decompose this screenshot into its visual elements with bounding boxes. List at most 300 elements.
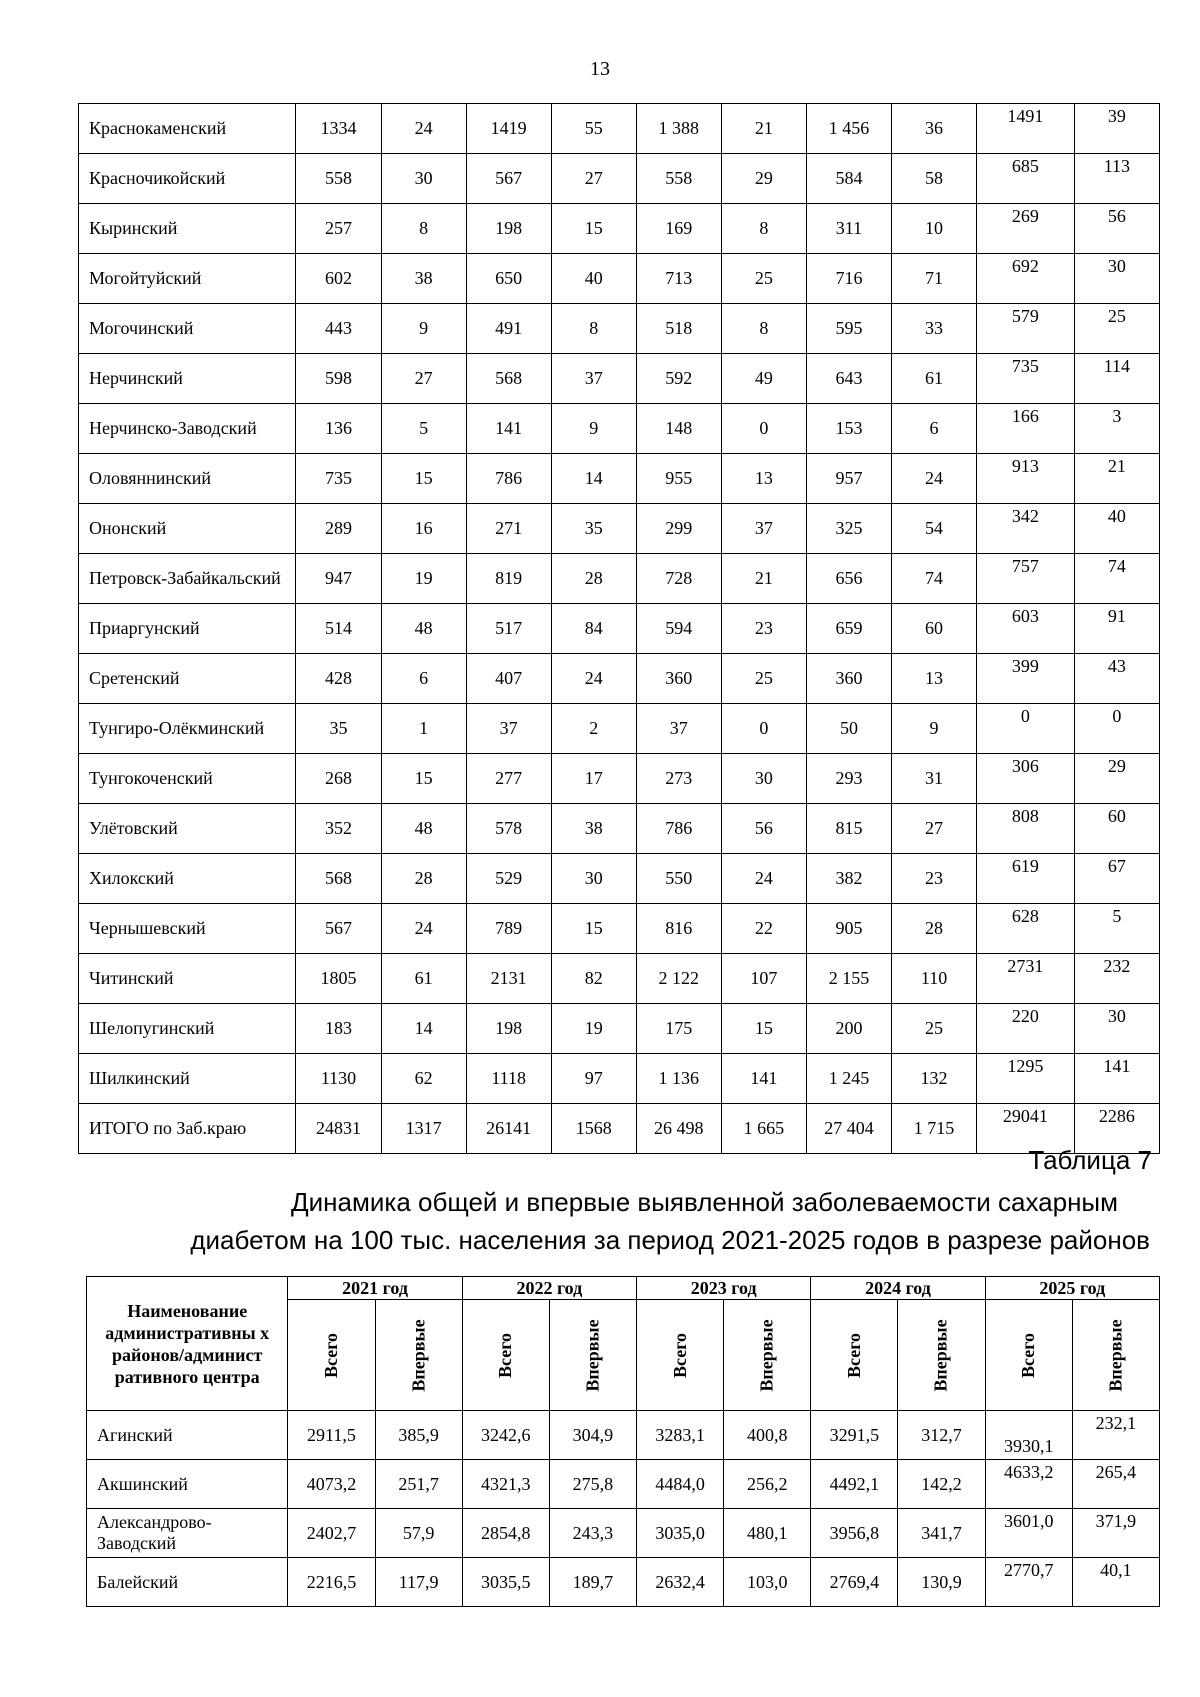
value-cell: 141 (721, 1054, 806, 1104)
table-row (79, 704, 1160, 754)
value-cell: 37 (551, 354, 636, 404)
value-cell: 84 (551, 604, 636, 654)
value-cell: 9 (551, 404, 636, 454)
value-cell: 49 (721, 354, 806, 404)
value-cell: 141 (466, 404, 551, 454)
value-cell: 9 (381, 304, 466, 354)
year-header: 2025 год (985, 1277, 1159, 1300)
value-cell: 30 (1074, 254, 1159, 304)
value-cell: 312,7 (898, 1411, 985, 1460)
value-cell: 3 (1074, 404, 1159, 454)
value-cell: 29 (721, 154, 806, 204)
value-cell: 2402,7 (288, 1509, 375, 1558)
value-cell: 913 (977, 454, 1075, 504)
value-cell: 28 (381, 854, 466, 904)
value-cell: 15 (381, 754, 466, 804)
value-cell: 735 (977, 354, 1075, 404)
value-cell: 16 (381, 504, 466, 554)
value-cell: 24 (381, 904, 466, 954)
table-row (87, 1411, 1160, 1460)
value-cell: 289 (296, 504, 381, 554)
value-cell: 3242,6 (462, 1411, 549, 1460)
value-cell: 189,7 (549, 1558, 636, 1607)
district-name-cell: Приаргунский (79, 604, 296, 654)
value-cell: 443 (296, 304, 381, 354)
value-cell: 114 (1074, 354, 1159, 404)
value-cell: 48 (381, 804, 466, 854)
value-cell: 220 (977, 1004, 1075, 1054)
value-cell: 603 (977, 604, 1075, 654)
year-header-row (87, 1277, 1160, 1300)
value-cell: 0 (1074, 704, 1159, 754)
value-cell: 5 (1074, 904, 1159, 954)
value-cell: 304,9 (549, 1411, 636, 1460)
value-cell: 14 (381, 1004, 466, 1054)
value-cell: 957 (806, 454, 891, 504)
value-cell: 61 (381, 954, 466, 1004)
table-row (79, 1054, 1160, 1104)
table-row (87, 1558, 1160, 1607)
value-cell: 325 (806, 504, 891, 554)
table-title-line-1: Динамика общей и впервые выявленной заболеваемости сахарным (291, 1187, 1118, 1217)
first-time-subheader (898, 1300, 985, 1411)
district-name-cell: Шилкинский (79, 1054, 296, 1104)
value-cell: 786 (466, 454, 551, 504)
value-cell: 2216,5 (288, 1558, 375, 1607)
value-cell: 567 (296, 904, 381, 954)
value-cell: 1491 (977, 104, 1075, 154)
value-cell: 293 (806, 754, 891, 804)
value-cell: 735 (296, 454, 381, 504)
table-row (87, 1460, 1160, 1509)
district-name-cell: Красночикойский (79, 154, 296, 204)
value-cell: 786 (636, 804, 721, 854)
value-cell: 35 (551, 504, 636, 554)
value-cell: 6 (892, 404, 977, 454)
value-cell: 40,1 (1072, 1558, 1159, 1607)
value-cell: 352 (296, 804, 381, 854)
value-cell: 82 (551, 954, 636, 1004)
value-cell: 50 (806, 704, 891, 754)
value-cell: 1 388 (636, 104, 721, 154)
value-cell: 3283,1 (637, 1411, 724, 1460)
value-cell: 29 (1074, 754, 1159, 804)
value-cell: 148 (636, 404, 721, 454)
total-subheader (637, 1300, 724, 1411)
value-cell: 56 (721, 804, 806, 854)
value-cell: 2770,7 (985, 1558, 1072, 1607)
value-cell: 232 (1074, 954, 1159, 1004)
district-name-cell: Акшинский (87, 1460, 288, 1509)
value-cell: 25 (892, 1004, 977, 1054)
value-cell: 27 404 (806, 1104, 891, 1154)
year-header: 2023 год (637, 1277, 811, 1300)
value-cell: 808 (977, 804, 1075, 854)
first-time-subheader-label: Впервые (756, 1318, 777, 1392)
value-cell: 1130 (296, 1054, 381, 1104)
value-cell: 37 (466, 704, 551, 754)
value-cell: 43 (1074, 654, 1159, 704)
value-cell: 480,1 (724, 1509, 811, 1558)
value-cell: 175 (636, 1004, 721, 1054)
value-cell: 947 (296, 554, 381, 604)
table-row (79, 804, 1160, 854)
value-cell: 30 (721, 754, 806, 804)
value-cell: 22 (721, 904, 806, 954)
district-table-continued (78, 103, 1160, 1154)
value-cell: 62 (381, 1054, 466, 1104)
value-cell: 8 (551, 304, 636, 354)
value-cell: 2769,4 (811, 1558, 898, 1607)
value-cell: 584 (806, 154, 891, 204)
value-cell: 9 (892, 704, 977, 754)
value-cell: 74 (1074, 554, 1159, 604)
value-cell: 598 (296, 354, 381, 404)
value-cell: 97 (551, 1054, 636, 1104)
value-cell: 21 (721, 554, 806, 604)
value-cell: 1805 (296, 954, 381, 1004)
value-cell: 1118 (466, 1054, 551, 1104)
value-cell: 382 (806, 854, 891, 904)
district-name-cell: Балейский (87, 1558, 288, 1607)
total-subheader-label: Всего (669, 1332, 690, 1378)
value-cell: 789 (466, 904, 551, 954)
value-cell: 4321,3 (462, 1460, 549, 1509)
value-cell: 27 (551, 154, 636, 204)
value-cell: 23 (892, 854, 977, 904)
table-row (79, 404, 1160, 454)
value-cell: 132 (892, 1054, 977, 1104)
total-subheader (985, 1300, 1072, 1411)
district-name-cell: Шелопугинский (79, 1004, 296, 1054)
value-cell: 37 (721, 504, 806, 554)
value-cell: 2731 (977, 954, 1075, 1004)
value-cell: 38 (551, 804, 636, 854)
year-header: 2021 год (288, 1277, 462, 1300)
value-cell: 685 (977, 154, 1075, 204)
value-cell: 550 (636, 854, 721, 904)
value-cell: 10 (892, 204, 977, 254)
value-cell: 428 (296, 654, 381, 704)
value-cell: 15 (381, 454, 466, 504)
value-cell: 30 (551, 854, 636, 904)
value-cell: 107 (721, 954, 806, 1004)
value-cell: 594 (636, 604, 721, 654)
table-title-line-2: диабетом на 100 тыс. населения за период 2021-2025 годов в разрезе районов (190, 1225, 1150, 1255)
value-cell: 619 (977, 854, 1075, 904)
value-cell: 36 (892, 104, 977, 154)
value-cell: 8 (381, 204, 466, 254)
value-cell: 200 (806, 1004, 891, 1054)
total-subheader-label: Всего (1018, 1332, 1039, 1378)
value-cell: 3956,8 (811, 1509, 898, 1558)
value-cell: 656 (806, 554, 891, 604)
value-cell: 58 (892, 154, 977, 204)
value-cell: 141 (1074, 1054, 1159, 1104)
value-cell: 232,1 (1072, 1411, 1159, 1460)
value-cell: 71 (892, 254, 977, 304)
district-table-body (79, 104, 1160, 1154)
value-cell: 2286 (1074, 1104, 1159, 1154)
value-cell: 815 (806, 804, 891, 854)
page-number: 13 (590, 58, 610, 80)
value-cell: 24831 (296, 1104, 381, 1154)
table-title (150, 1183, 1150, 1259)
value-cell: 650 (466, 254, 551, 304)
district-name-cell: Могойтуйский (79, 254, 296, 304)
value-cell: 1295 (977, 1054, 1075, 1104)
value-cell: 269 (977, 204, 1075, 254)
table-row (79, 504, 1160, 554)
value-cell: 15 (551, 904, 636, 954)
value-cell: 265,4 (1072, 1460, 1159, 1509)
value-cell: 595 (806, 304, 891, 354)
value-cell: 21 (1074, 454, 1159, 504)
value-cell: 4073,2 (288, 1460, 375, 1509)
district-name-cell: Александрово-Заводский (87, 1509, 288, 1558)
value-cell: 905 (806, 904, 891, 954)
value-cell: 341,7 (898, 1509, 985, 1558)
value-cell: 277 (466, 754, 551, 804)
value-cell: 3601,0 (985, 1509, 1072, 1558)
table-row (79, 154, 1160, 204)
value-cell: 518 (636, 304, 721, 354)
value-cell: 57,9 (375, 1509, 462, 1558)
value-cell: 1568 (551, 1104, 636, 1154)
value-cell: 5 (381, 404, 466, 454)
table-row (79, 304, 1160, 354)
value-cell: 0 (721, 704, 806, 754)
district-name-cell: Кыринский (79, 204, 296, 254)
value-cell: 31 (892, 754, 977, 804)
value-cell: 716 (806, 254, 891, 304)
value-cell: 558 (636, 154, 721, 204)
value-cell: 136 (296, 404, 381, 454)
value-cell: 2 (551, 704, 636, 754)
value-cell: 113 (1074, 154, 1159, 204)
value-cell: 33 (892, 304, 977, 354)
table-row (79, 754, 1160, 804)
value-cell: 60 (892, 604, 977, 654)
value-cell: 14 (551, 454, 636, 504)
value-cell: 568 (466, 354, 551, 404)
value-cell: 17 (551, 754, 636, 804)
value-cell: 54 (892, 504, 977, 554)
district-name-cell: Краснокаменский (79, 104, 296, 154)
value-cell: 268 (296, 754, 381, 804)
value-cell: 166 (977, 404, 1075, 454)
value-cell: 28 (551, 554, 636, 604)
value-cell: 2 122 (636, 954, 721, 1004)
district-name-cell: Ононский (79, 504, 296, 554)
first-time-subheader (724, 1300, 811, 1411)
district-name-cell: Нерчинский (79, 354, 296, 404)
value-cell: 360 (806, 654, 891, 704)
value-cell: 517 (466, 604, 551, 654)
value-cell: 757 (977, 554, 1075, 604)
value-cell: 55 (551, 104, 636, 154)
district-name-cell: Тунгокоченский (79, 754, 296, 804)
value-cell: 60 (1074, 804, 1159, 854)
value-cell: 24 (892, 454, 977, 504)
value-cell: 26 498 (636, 1104, 721, 1154)
value-cell: 407 (466, 654, 551, 704)
value-cell: 360 (636, 654, 721, 704)
first-time-subheader-label: Впервые (1105, 1318, 1126, 1392)
value-cell: 25 (1074, 304, 1159, 354)
table-row (79, 854, 1160, 904)
value-cell: 728 (636, 554, 721, 604)
table-row (79, 954, 1160, 1004)
value-cell: 2854,8 (462, 1509, 549, 1558)
table-row (79, 654, 1160, 704)
value-cell: 311 (806, 204, 891, 254)
first-time-subheader (375, 1300, 462, 1411)
value-cell: 198 (466, 204, 551, 254)
value-cell: 273 (636, 754, 721, 804)
value-cell: 275,8 (549, 1460, 636, 1509)
value-cell: 306 (977, 754, 1075, 804)
total-subheader (288, 1300, 375, 1411)
value-cell: 24 (381, 104, 466, 154)
value-cell: 1 (381, 704, 466, 754)
table-row (79, 104, 1160, 154)
total-subheader-label: Всего (320, 1332, 341, 1378)
value-cell: 169 (636, 204, 721, 254)
value-cell: 40 (551, 254, 636, 304)
value-cell: 39 (1074, 104, 1159, 154)
value-cell: 1 456 (806, 104, 891, 154)
value-cell: 4633,2 (985, 1460, 1072, 1509)
value-cell: 371,9 (1072, 1509, 1159, 1558)
first-time-subheader-label: Впервые (408, 1318, 429, 1392)
total-subheader-label: Всего (843, 1332, 864, 1378)
year-header: 2022 год (462, 1277, 636, 1300)
value-cell: 251,7 (375, 1460, 462, 1509)
table-label: Таблица 7 (1028, 1145, 1152, 1175)
value-cell: 955 (636, 454, 721, 504)
value-cell: 1 665 (721, 1104, 806, 1154)
value-cell: 23 (721, 604, 806, 654)
value-cell: 40 (1074, 504, 1159, 554)
district-name-cell: Могочинский (79, 304, 296, 354)
value-cell: 26141 (466, 1104, 551, 1154)
table-row (79, 604, 1160, 654)
value-cell: 816 (636, 904, 721, 954)
table-row (87, 1509, 1160, 1558)
value-cell: 13 (892, 654, 977, 704)
value-cell: 4492,1 (811, 1460, 898, 1509)
district-name-cell: Читинский (79, 954, 296, 1004)
district-name-cell: Оловяннинский (79, 454, 296, 504)
table-row (79, 454, 1160, 504)
value-cell: 28 (892, 904, 977, 954)
total-subheader (811, 1300, 898, 1411)
value-cell: 29041 (977, 1104, 1075, 1154)
value-cell: 103,0 (724, 1558, 811, 1607)
value-cell: 3291,5 (811, 1411, 898, 1460)
value-cell: 117,9 (375, 1558, 462, 1607)
value-cell: 592 (636, 354, 721, 404)
district-name-header: Наименование административны х районов/админист ративного центра (87, 1277, 288, 1411)
value-cell: 30 (381, 154, 466, 204)
value-cell: 2632,4 (637, 1558, 724, 1607)
value-cell: 13 (721, 454, 806, 504)
value-cell: 0 (721, 404, 806, 454)
total-subheader (462, 1300, 549, 1411)
value-cell: 3930,1 (985, 1411, 1072, 1460)
value-cell: 3035,5 (462, 1558, 549, 1607)
value-cell: 3035,0 (637, 1509, 724, 1558)
district-name-cell: ИТОГО по Заб.краю (79, 1104, 296, 1154)
district-name-cell: Чернышевский (79, 904, 296, 954)
value-cell: 1334 (296, 104, 381, 154)
value-cell: 256,2 (724, 1460, 811, 1509)
value-cell: 1419 (466, 104, 551, 154)
value-cell: 198 (466, 1004, 551, 1054)
value-cell: 130,9 (898, 1558, 985, 1607)
value-cell: 21 (721, 104, 806, 154)
value-cell: 579 (977, 304, 1075, 354)
first-time-subheader-label: Впервые (931, 1318, 952, 1392)
value-cell: 91 (1074, 604, 1159, 654)
value-cell: 74 (892, 554, 977, 604)
district-name-cell: Улётовский (79, 804, 296, 854)
value-cell: 48 (381, 604, 466, 654)
value-cell: 25 (721, 254, 806, 304)
table-row (79, 204, 1160, 254)
value-cell: 529 (466, 854, 551, 904)
value-cell: 30 (1074, 1004, 1159, 1054)
value-cell: 819 (466, 554, 551, 604)
value-cell: 399 (977, 654, 1075, 704)
first-time-subheader (549, 1300, 636, 1411)
value-cell: 27 (892, 804, 977, 854)
value-cell: 67 (1074, 854, 1159, 904)
value-cell: 1317 (381, 1104, 466, 1154)
first-time-subheader (1072, 1300, 1159, 1411)
value-cell: 37 (636, 704, 721, 754)
total-subheader-label: Всего (495, 1332, 516, 1378)
value-cell: 1 136 (636, 1054, 721, 1104)
value-cell: 27 (381, 354, 466, 404)
value-cell: 567 (466, 154, 551, 204)
value-cell: 342 (977, 504, 1075, 554)
table-row (79, 354, 1160, 404)
table-row (79, 554, 1160, 604)
value-cell: 659 (806, 604, 891, 654)
value-cell: 15 (721, 1004, 806, 1054)
district-name-cell: Хилокский (79, 854, 296, 904)
district-name-cell: Нерчинско-Заводский (79, 404, 296, 454)
district-name-cell: Агинский (87, 1411, 288, 1460)
value-cell: 243,3 (549, 1509, 636, 1558)
value-cell: 24 (721, 854, 806, 904)
value-cell: 110 (892, 954, 977, 1004)
value-cell: 514 (296, 604, 381, 654)
table-row (79, 904, 1160, 954)
value-cell: 299 (636, 504, 721, 554)
value-cell: 153 (806, 404, 891, 454)
value-cell: 271 (466, 504, 551, 554)
value-cell: 643 (806, 354, 891, 404)
value-cell: 602 (296, 254, 381, 304)
table-row (79, 1004, 1160, 1054)
value-cell: 142,2 (898, 1460, 985, 1509)
value-cell: 558 (296, 154, 381, 204)
value-cell: 1 245 (806, 1054, 891, 1104)
value-cell: 257 (296, 204, 381, 254)
